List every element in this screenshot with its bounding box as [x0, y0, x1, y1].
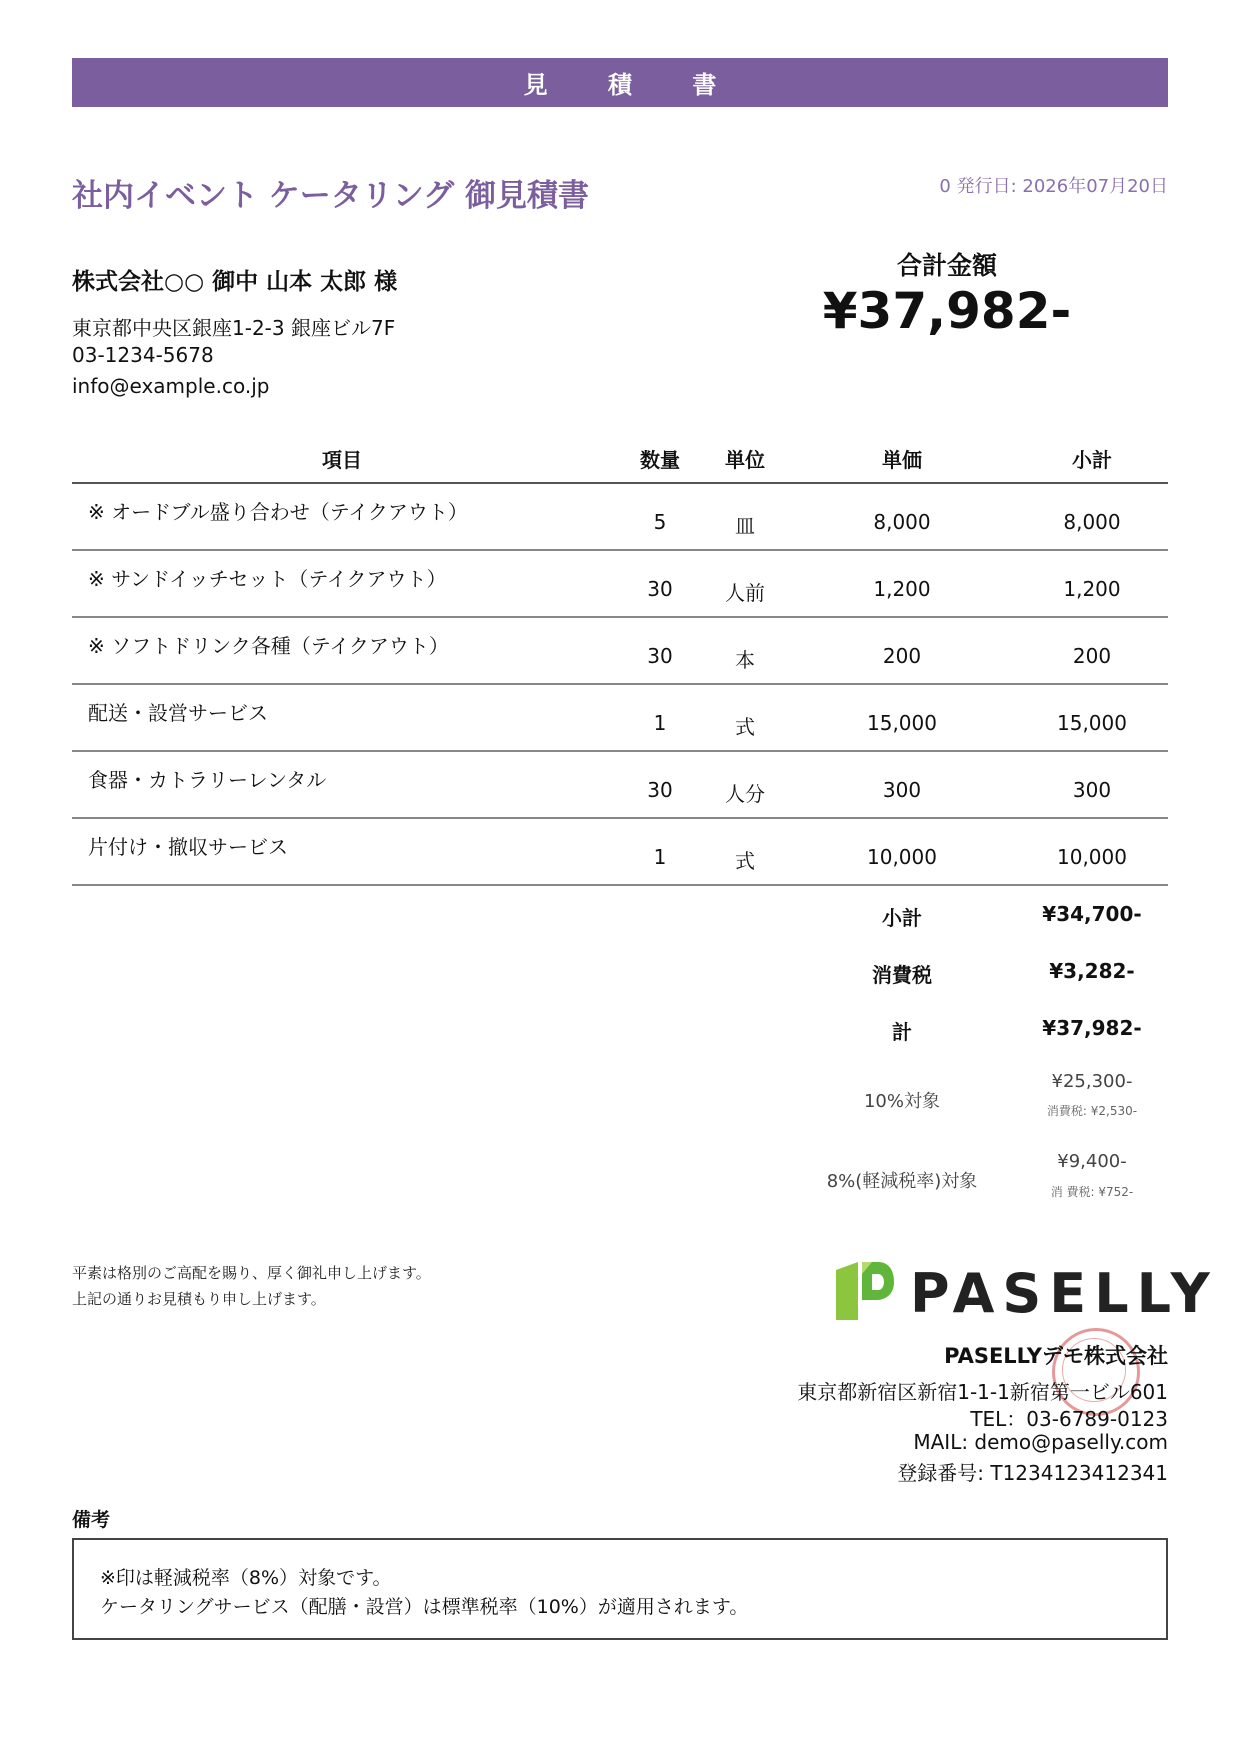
row-unit: 式: [735, 715, 755, 739]
total-amount: ¥37,982-: [822, 282, 1072, 340]
total-label: 合計金額: [896, 251, 997, 280]
row-qty: 1: [653, 711, 667, 735]
issuer-name: PASELLYデモ株式会社: [944, 1344, 1168, 1368]
summary-subtotal-value: ¥34,700-: [1042, 902, 1142, 926]
row-qty: 30: [647, 644, 673, 668]
rate8-tax: 消 費税: ¥752-: [1050, 1185, 1134, 1199]
row-item: 配送・設営サービス: [88, 701, 268, 725]
header-subtotal: 小計: [1072, 448, 1112, 472]
logo-text: PASELLY: [910, 1262, 1218, 1325]
row-unit: 皿: [735, 514, 755, 538]
row-subtotal: 300: [1072, 778, 1112, 802]
row-unit: 人分: [725, 782, 765, 806]
rate8-label: 8%(軽減税率)対象: [826, 1171, 978, 1192]
row-unit: 本: [735, 648, 755, 672]
issuer-registration: 登録番号: T1234123412341: [897, 1461, 1168, 1485]
row-unit: 人前: [725, 581, 765, 605]
table-row: [72, 685, 1168, 752]
rate8-value: ¥9,400-: [1057, 1151, 1127, 1172]
row-price: 200: [882, 644, 922, 668]
header-unit: 単位: [725, 448, 765, 472]
row-qty: 30: [647, 577, 673, 601]
row-price: 1,200: [873, 577, 931, 601]
issuer-tel: TEL：03-6789-0123: [970, 1407, 1168, 1431]
summary-total-label: 計: [892, 1020, 912, 1044]
table-header: [72, 432, 1168, 484]
issuer-mail: MAIL: demo@paselly.com: [913, 1430, 1168, 1454]
header-qty: 数量: [640, 448, 680, 472]
recipient-name: 株式会社○○ 御中 山本 太郎 様: [72, 269, 398, 295]
greeting-line-2: 上記の通りお見積もり申し上げます。: [72, 1290, 326, 1308]
row-item: ※ オードブル盛り合わせ（テイクアウト）: [88, 500, 468, 524]
summary-tax-value: ¥3,282-: [1049, 959, 1135, 983]
row-qty: 30: [647, 778, 673, 802]
recipient-phone: 03-1234-5678: [72, 343, 214, 367]
recipient-email: info@example.co.jp: [72, 374, 270, 398]
row-price: 8,000: [873, 510, 931, 534]
issuer-address: 東京都新宿区新宿1-1-1新宿第一ビル601: [797, 1380, 1168, 1404]
row-subtotal: 200: [1072, 644, 1112, 668]
summary-tax-label: 消費税: [872, 963, 932, 987]
summary-subtotal-label: 小計: [882, 906, 922, 930]
row-qty: 1: [653, 845, 667, 869]
row-qty: 5: [653, 510, 667, 534]
table-row: [72, 551, 1168, 618]
row-price: 10,000: [867, 845, 937, 869]
table-row: [72, 618, 1168, 685]
row-unit: 式: [735, 849, 755, 873]
row-item: ※ ソフトドリンク各種（テイクアウト）: [88, 634, 449, 658]
recipient-address: 東京都中央区銀座1-2-3 銀座ビル7F: [72, 316, 396, 340]
row-subtotal: 10,000: [1057, 845, 1127, 869]
document-banner: 見 積 書: [72, 58, 1168, 107]
table-row: [72, 819, 1168, 886]
row-item: ※ サンドイッチセット（テイクアウト）: [88, 567, 447, 591]
greeting-line-1: 平素は格別のご高配を賜り、厚く御礼申し上げます。: [72, 1264, 431, 1282]
row-subtotal: 1,200: [1063, 577, 1121, 601]
table-row: [72, 752, 1168, 819]
row-price: 300: [882, 778, 922, 802]
header-price: 単価: [882, 448, 922, 472]
rate10-value: ¥25,300-: [1051, 1071, 1133, 1092]
notes-line-1: ※印は軽減税率（8%）対象です。: [100, 1567, 392, 1589]
company-logo: [832, 1260, 1218, 1325]
rate10-tax: 消費税: ¥2,530-: [1046, 1104, 1138, 1118]
paselly-logo-icon: [832, 1260, 896, 1322]
notes-line-2: ケータリングサービス（配膳・設営）は標準税率（10%）が適用されます。: [100, 1596, 749, 1618]
row-price: 15,000: [867, 711, 937, 735]
row-item: 片付け・撤収サービス: [88, 835, 288, 859]
summary-total-value: ¥37,982-: [1042, 1016, 1142, 1040]
table-row: [72, 484, 1168, 551]
row-subtotal: 8,000: [1063, 510, 1121, 534]
issue-date: 0 発行日: 2026年07月20日: [939, 176, 1168, 197]
header-item: 項目: [322, 448, 362, 472]
rate10-label: 10%対象: [863, 1091, 940, 1112]
notes-title: 備考: [72, 1509, 111, 1531]
document-title: 社内イベント ケータリング 御見積書: [72, 178, 589, 214]
notes-box: [72, 1538, 1168, 1640]
row-subtotal: 15,000: [1057, 711, 1127, 735]
row-item: 食器・カトラリーレンタル: [88, 768, 327, 792]
